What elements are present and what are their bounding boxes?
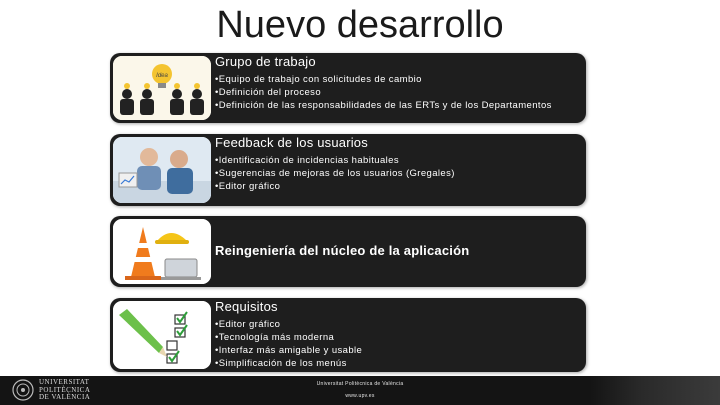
card-grupo-de-trabajo [110, 53, 586, 123]
footer-website-link[interactable]: www.upv.es [345, 393, 375, 399]
bullet-list [215, 318, 580, 370]
card-reingenieria [110, 216, 586, 287]
card-heading: Feedback de los usuarios [215, 135, 368, 150]
team-ideas-icon [113, 56, 211, 120]
card-heading: Grupo de trabajo [215, 54, 316, 69]
list-item: • Tecnología más moderna [215, 331, 580, 344]
card-heading: Reingeniería del núcleo de la aplicación [215, 243, 470, 258]
list-item: • Definición de las responsabilidades de las ERTs y de los Departamentos [215, 99, 580, 112]
card-requisitos [110, 298, 586, 372]
bullet-list [215, 73, 580, 112]
meeting-users-icon [113, 137, 211, 203]
list-item: • Definición del proceso [215, 86, 580, 99]
list-item: • Equipo de trabajo con solicitudes de cambio [215, 73, 580, 86]
footer-bar [0, 376, 720, 405]
list-item: • Editor gráfico [215, 180, 580, 193]
page-title: Nuevo desarrollo [216, 4, 504, 46]
university-logo-text: UNIVERSITAT POLITÈCNICA DE VALÈNCIA [39, 378, 91, 401]
footer-decoration [590, 376, 720, 405]
footer-institution: Universitat Politècnica de València [316, 381, 404, 387]
list-item: • Editor gráfico [215, 318, 580, 331]
list-item: • Identificación de incidencias habituales [215, 154, 580, 167]
construction-laptop-icon [113, 219, 211, 284]
svg-text:Idea: Idea [156, 73, 168, 79]
card-feedback [110, 134, 586, 206]
list-item: • Interfaz más amigable y usable [215, 344, 580, 357]
bullet-list [215, 154, 580, 193]
list-item: • Sugerencias de mejoras de los usuarios (Gregales) [215, 167, 580, 180]
card-heading: Requisitos [215, 299, 278, 314]
checklist-icon [113, 301, 211, 369]
list-item: • Simplificación de los menús [215, 357, 580, 370]
